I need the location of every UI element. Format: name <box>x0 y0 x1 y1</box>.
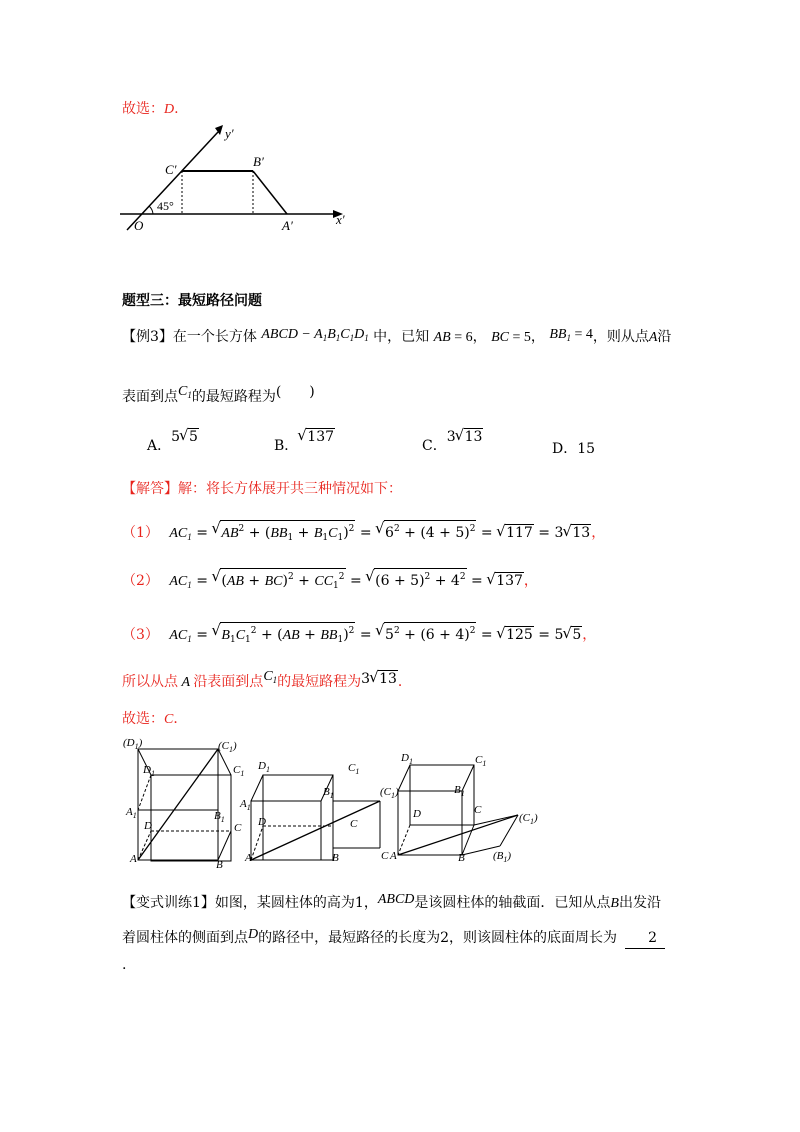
variant1-line2: 着圆柱体的侧面到点D的路径中，最短路径的长度为2，则该圆柱体的底面周长为 2 <box>122 928 665 949</box>
option-a[interactable] <box>147 429 199 456</box>
fig2-label-b: B <box>332 852 339 864</box>
label-b: B′ <box>253 154 264 169</box>
variant-tag: 【变式训练1】 <box>122 895 215 911</box>
example-text: 中，已知 <box>373 329 430 345</box>
label-x: x′ <box>336 212 345 227</box>
fig2-label-c: C <box>381 850 389 862</box>
conclusion-text: 沿表面到点 <box>193 674 264 690</box>
fig1-label-c1: $C_1$ <box>233 764 245 778</box>
solution-intro <box>122 479 402 499</box>
answer-prefix: 故选： <box>122 101 164 117</box>
label-a: A′ <box>282 218 293 233</box>
question-paren: ( ) <box>275 384 315 400</box>
conclusion-text: 的最短路程为 <box>277 674 362 690</box>
option-b-rad: 137 <box>307 429 335 445</box>
option-d[interactable] <box>552 439 595 459</box>
fig3-label-c: C <box>474 804 482 816</box>
fig2-label-a: A <box>245 852 252 864</box>
answer-line-1 <box>122 99 179 120</box>
variant-text: 着圆柱体的侧面到点 <box>122 930 248 946</box>
answer-end: ． <box>173 711 188 727</box>
answer-prefix: 故选： <box>122 711 164 727</box>
variant-text: 如图，某圆柱体的高为 <box>214 895 355 911</box>
solution-case-2: （2） $AC_1$ = √ $(AB + BC)^2 + CC_1^2$ = √ $(6 + 5)^2 + 4^2$ = √ 137， <box>122 568 538 595</box>
oblique-projection-figure <box>115 120 355 235</box>
conclusion-text: 所以从点 <box>122 674 178 690</box>
variant-height: 1 <box>354 895 364 911</box>
option-b[interactable] <box>274 429 335 456</box>
variant-text: 是该圆柱体的轴截面．已知从点 <box>414 895 611 911</box>
fig1-label-c1p: $(C_1)$ <box>218 740 237 754</box>
cuboid-name: ABCD − $A_1B_1C_1D_1$ <box>261 327 369 343</box>
fig3-label-b1p: $(B_1)$ <box>493 850 512 864</box>
fig2-label-d1: $D_1$ <box>258 760 270 774</box>
option-a-coef: 5 <box>171 429 181 445</box>
option-d-value: 15 <box>577 441 596 457</box>
fig3-label-b1: $B_1$ <box>454 784 465 798</box>
option-c[interactable] <box>422 429 483 456</box>
fig2-label-c1: $C_1$ <box>348 762 360 776</box>
fig1-label-b: B <box>216 859 223 870</box>
fig1-label-a1: $A_1$ <box>126 806 137 820</box>
variant1-line1: 【变式训练1】如图，某圆柱体的高为1，ABCD是该圆柱体的轴截面．已知从点B出发沿 <box>122 892 661 911</box>
example-text: 表面到点 <box>122 389 178 405</box>
fig3-label-c1p: $(C_1)$ <box>519 812 538 826</box>
case-label: （2） <box>122 573 159 589</box>
option-c-label: C． <box>422 438 447 454</box>
fig2-label-c: C <box>350 818 358 830</box>
variant-text: 出发沿 <box>618 895 661 911</box>
fig2-label-c1p: $(C_1)$ <box>380 786 399 800</box>
option-d-label: D． <box>552 441 578 457</box>
example-text: ，则从点 <box>592 329 649 345</box>
answer-letter: C <box>164 712 174 727</box>
option-c-coef: 3 <box>446 429 456 445</box>
answer-blank[interactable]: 2 <box>625 928 665 949</box>
fig2-label-b1: $B_1$ <box>323 786 334 800</box>
fig1-label-d: D <box>144 820 152 832</box>
solution-tag: 【解答】 <box>122 481 178 497</box>
variant-text: 的路径中，最短路径的长度为 <box>258 930 441 946</box>
solution-case-3: （3） $AC_1$ = √ $B_1C_1^2 + (AB + BB_1)^2$ = √ $5^2 + (6 + 4)^2$ = √ 125 = 5√ 5， <box>122 622 596 649</box>
option-c-rad: 13 <box>464 429 483 445</box>
answer-line-2 <box>122 709 187 730</box>
variant-text: ，则该圆柱体的底面周长为 <box>449 930 618 946</box>
fig3-label-d1: $D_1$ <box>401 752 413 766</box>
conclusion-end: ． <box>397 674 412 690</box>
section-title: 题型三：最短路径问题 <box>122 293 262 309</box>
label-y: y′ <box>225 126 234 141</box>
option-a-rad: 5 <box>189 429 198 445</box>
fig3-label-a: A <box>390 850 397 862</box>
answer-end: . <box>174 101 179 117</box>
variant1-line3: . <box>122 957 127 973</box>
example-text: 在一个长方体 <box>172 329 257 345</box>
fig2-label-d: D <box>258 816 266 828</box>
fig1-label-a: A <box>130 853 137 865</box>
label-c: C′ <box>165 162 177 177</box>
example-tag: 【例3】 <box>122 329 173 345</box>
given-ab: AB = 6 <box>433 330 473 345</box>
fig3-label-c1: $C_1$ <box>475 754 487 768</box>
fig1-label-d1p: $(D_1)$ <box>123 737 143 751</box>
given-bc: BC = 5 <box>491 330 531 345</box>
fig1-label-b1: $B_1$ <box>214 810 225 824</box>
option-a-label: A． <box>147 438 172 454</box>
example3-line2: 表面到点$C_1$的最短路程为( ) <box>122 384 315 405</box>
case-label: （3） <box>122 627 159 643</box>
example-text: 的最短路程为 <box>191 389 276 405</box>
variant-length: 2 <box>440 930 450 946</box>
label-o: O <box>134 218 144 233</box>
case-label: （1） <box>122 525 159 541</box>
solution-conclusion: 所以从点 A 沿表面到点$C_1$的最短路程为3√ 13． <box>122 672 412 696</box>
fig3-label-b: B <box>458 852 465 864</box>
cuboid-unfolding-figures <box>118 735 548 870</box>
option-b-label: B． <box>274 438 299 454</box>
fig1-label-d1: $D_1$ <box>143 764 155 778</box>
fig2-label-a1: $A_1$ <box>240 798 251 812</box>
example3-line1: 【例3】在一个长方体 ABCD − $A_1B_1C_1D_1$ 中，已知 AB = 6， BC = 5， $BB_1 = 4$，则从点A沿 <box>122 327 672 345</box>
label-angle: 45° <box>157 199 174 213</box>
solution-case-1: （1） $AC_1$ = √ $AB^2 + (BB_1 + B_1C_1)^2$ = √ $6^2 + (4 + 5)^2$ = √ 117 = 3√ 13， <box>122 520 605 547</box>
given-bb1: $BB_1 = 4$ <box>549 327 593 343</box>
fig3-label-d: D <box>413 808 421 820</box>
variant-text: ， <box>363 895 378 911</box>
answer-letter: D <box>164 102 175 117</box>
example-text: 沿 <box>657 329 672 345</box>
fig1-label-c: C <box>234 822 242 834</box>
solution-text: 解：将长方体展开共三种情况如下： <box>178 481 402 497</box>
